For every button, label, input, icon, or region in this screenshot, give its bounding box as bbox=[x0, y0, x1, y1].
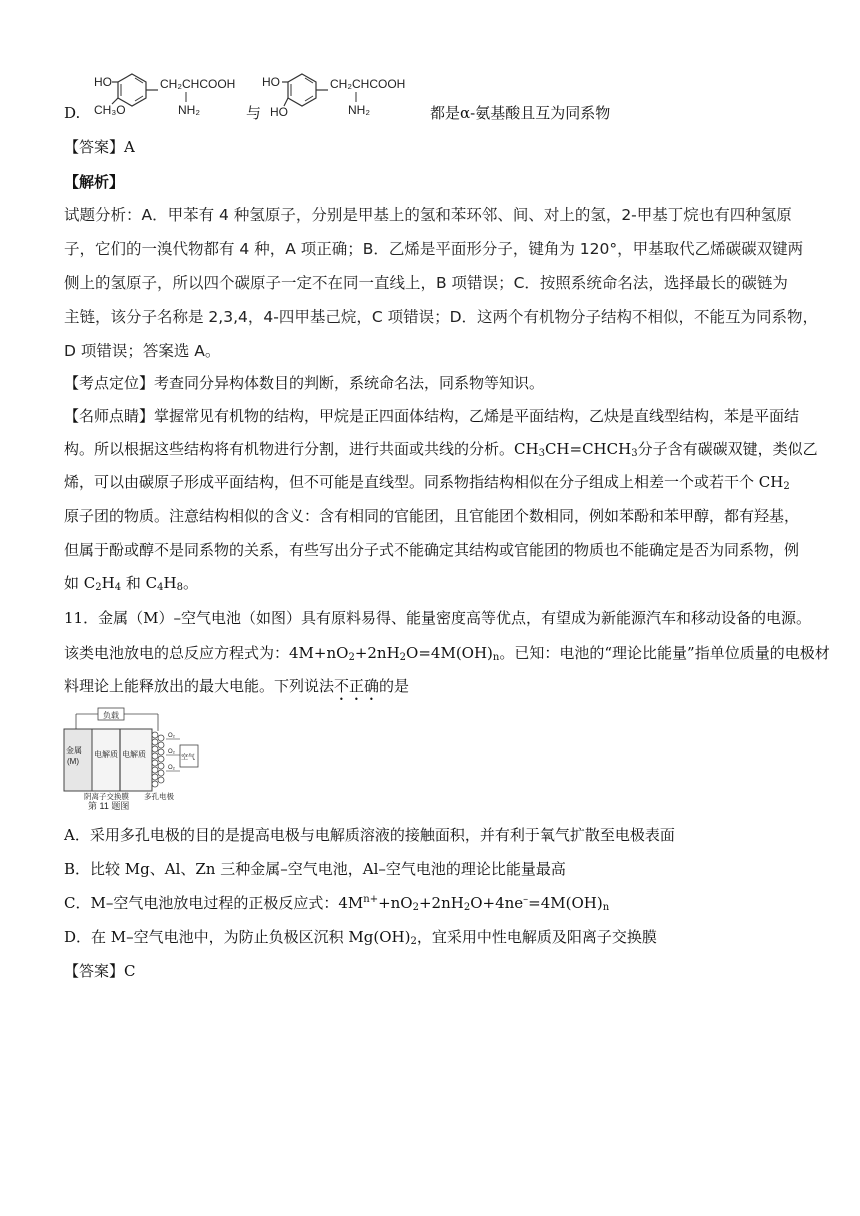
connector-text: 与 bbox=[246, 104, 262, 122]
o2-label-1: O₂ bbox=[168, 733, 175, 739]
mol1-nh2: NH₂ bbox=[178, 103, 200, 117]
membrane-label: 阴离子交换膜 bbox=[84, 792, 129, 801]
figure-caption: 第 11 题图 bbox=[88, 801, 130, 811]
load-label: 负载 bbox=[103, 711, 119, 720]
electrode-label: 多孔电极 bbox=[144, 792, 174, 801]
kaodian: 【考点定位】考查同分异构体数目的判断，系统命名法，同系物等知识。 bbox=[64, 374, 545, 392]
mol2-chain: CH₂CHCOOH bbox=[330, 77, 406, 91]
q11-line-3: 料理论上能释放出的最大电能。下列说法不正确的是 bbox=[64, 677, 410, 695]
mingshi-line-5: 但属于酚或醇不是同系物的关系，有些写出分子式不能确定其结构或官能团的物质也不能确定是否为同系物，例 bbox=[64, 541, 800, 559]
option-a: A．采用多孔电极的目的是提高电极与电解质溶液的接触面积，并有利于氧气扩散至电极表面 bbox=[64, 826, 675, 844]
answer-2: 【答案】C bbox=[64, 962, 136, 980]
air-label: 空气 bbox=[181, 754, 195, 761]
metal-label: 金属 bbox=[66, 746, 82, 755]
analysis-line-5: D 项错误；答案选 A。 bbox=[64, 342, 221, 360]
analysis-heading: 【解析】 bbox=[64, 173, 125, 191]
mol1-chain: CH₂CHCOOH bbox=[160, 77, 236, 91]
emphasis-not-correct: 不正确 bbox=[334, 677, 380, 695]
molecule-2 bbox=[258, 64, 418, 124]
mingshi-line-2: 构。所以根据这些结构将有机物进行分割，进行共面或共线的分析。$CH_3CH=CHCH_3$分子含有碳碳双键，类似乙 bbox=[64, 440, 818, 459]
mingshi-line-6: 如 $C_2H_4$ 和 $C_4H_8$。 bbox=[64, 574, 198, 593]
battery-figure bbox=[62, 705, 202, 811]
mol2-ho1: HO bbox=[262, 75, 280, 89]
analysis-line-3: 侧上的氢原子，所以四个碳原子一定不在同一直线上，B 项错误；C．按照系统命名法，选择最长的碳链为 bbox=[64, 274, 788, 292]
o2-label-2: O₂ bbox=[168, 749, 175, 755]
q11-line-2: 该类电池放电的总反应方程式为：$4M+nO_2+2nH_2O=4M(OH)_n$。已知：电池的“理论比能量”指单位质量的电极材 bbox=[64, 644, 830, 663]
mingshi-line-1: 【名师点睛】掌握常见有机物的结构，甲烷是正四面体结构，乙烯是平面结构，乙炔是直线型结构，苯是平面结 bbox=[64, 407, 800, 425]
analysis-line-1: 试题分析：A．甲苯有 4 种氢原子，分别是甲基上的氢和苯环邻、间、对上的氢，2-甲基丁烷也有四种氢原 bbox=[64, 206, 792, 224]
mingshi-line-4: 原子团的物质。注意结构相似的含义：含有相同的官能团，且官能团个数相同，例如苯酚和苯甲醇，都有羟基， bbox=[64, 507, 800, 525]
electrolyte-label-1: 电解质 bbox=[94, 750, 118, 759]
mingshi-line-3: 烯，可以由碳原子形成平面结构，但不可能是直线型。同系物指结构相似在分子组成上相差一个或若干个 $CH_2$ bbox=[64, 473, 790, 492]
mol2-nh2: NH₂ bbox=[348, 103, 370, 117]
option-d2: D．在 M–空气电池中，为防止负极区沉积 $Mg(OH)_2$，宜采用中性电解质及阳离子交换膜 bbox=[64, 928, 657, 947]
option-d-label: D. bbox=[64, 104, 81, 122]
option-c: C．M–空气电池放电过程的正极反应式：$4M^{n+}+nO_2+2nH_2O+4ne^-=4M(OH)_n$ bbox=[64, 894, 610, 913]
mol2-ho2: HO bbox=[270, 105, 288, 119]
o2-label-3: O₂ bbox=[168, 765, 175, 771]
analysis-line-4: 主链，该分子名称是 2,3,4，4-四甲基己烷，C 项错误；D．这两个有机物分子结构不相似，不能互为同系物， bbox=[64, 308, 819, 326]
electrolyte-label-2: 电解质 bbox=[122, 750, 146, 759]
option-d-tail: 都是α-氨基酸且互为同系物 bbox=[430, 104, 611, 122]
mol1-ch3o: CH₃O bbox=[94, 103, 126, 117]
option-b: B．比较 Mg、Al、Zn 三种金属–空气电池，Al–空气电池的理论比能量最高 bbox=[64, 860, 566, 878]
analysis-line-2: 子，它们的一溴代物都有 4 种，A 项正确；B．乙烯是平面形分子，键角为 120°，甲基取代乙烯碳碳双键两 bbox=[64, 240, 804, 258]
answer-1: 【答案】A bbox=[64, 138, 135, 156]
q11-line-1: 11．金属（M）–空气电池（如图）具有原料易得、能量密度高等优点，有望成为新能源汽车和移动设备的电源。 bbox=[64, 609, 811, 627]
molecule-1 bbox=[92, 64, 252, 124]
mol1-ho: HO bbox=[94, 75, 112, 89]
metal-m-label: (M) bbox=[67, 757, 79, 766]
